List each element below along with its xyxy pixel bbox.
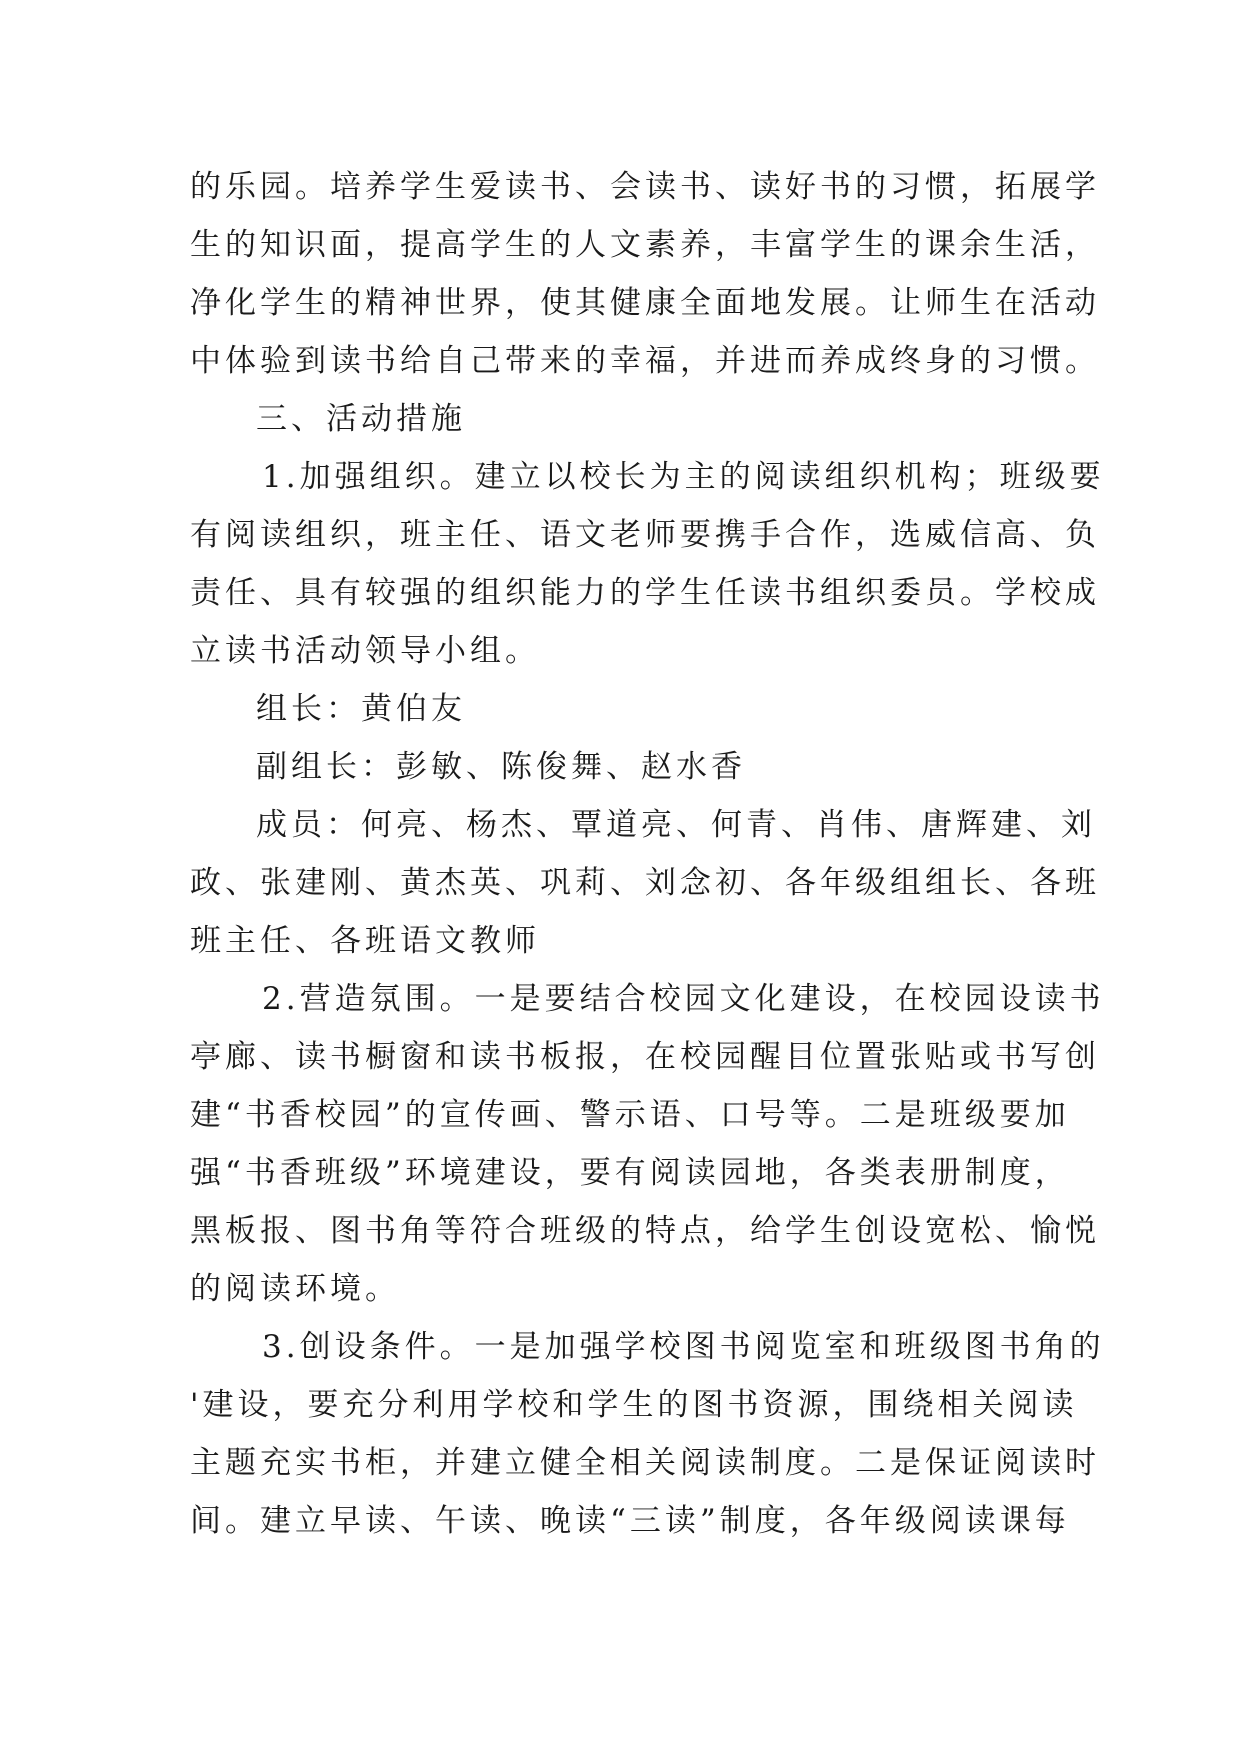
body-text <box>190 158 1105 1550</box>
team-members-line: 成员：何亮、杨杰、覃道亮、何青、肖伟、唐辉建、刘 <box>256 807 1096 843</box>
paragraph-line: '建设，要充分利用学校和学生的图书资源，围绕相关阅读 <box>190 1387 1078 1423</box>
paragraph-line: 2.营造氛围。一是要结合校园文化建设，在校园设读书 <box>262 981 1105 1017</box>
paragraph-line: 1.加强组织。建立以校长为主的阅读组织机构；班级要 <box>262 459 1105 495</box>
section-heading: 三、活动措施 <box>256 401 466 437</box>
paragraph-line: 强“书香班级”环境建设，要有阅读园地，各类表册制度， <box>190 1155 1070 1191</box>
paragraph-line: 的阅读环境。 <box>190 1271 400 1307</box>
paragraph-line: 责任、具有较强的组织能力的学生任读书组织委员。学校成 <box>190 575 1100 611</box>
paragraph-line: 主题充实书柜，并建立健全相关阅读制度。二是保证阅读时 <box>190 1445 1100 1481</box>
paragraph-line: 亭廊、读书橱窗和读书板报，在校园醒目位置张贴或书写创 <box>190 1039 1100 1075</box>
paragraph-line: 黑板报、图书角等符合班级的特点，给学生创设宽松、愉悦 <box>190 1213 1100 1249</box>
paragraph-line: 净化学生的精神世界，使其健康全面地发展。让师生在活动 <box>190 285 1100 321</box>
team-leader-line: 组长：黄伯友 <box>256 691 466 727</box>
paragraph-line: 的乐园。培养学生爱读书、会读书、读好书的习惯，拓展学 <box>190 169 1100 205</box>
paragraph-line: 生的知识面，提高学生的人文素养，丰富学生的课余生活， <box>190 227 1100 263</box>
paragraph-line: 立读书活动领导小组。 <box>190 633 540 669</box>
paragraph-line: 中体验到读书给自己带来的幸福，并进而养成终身的习惯。 <box>190 343 1100 379</box>
paragraph-line: 3.创设条件。一是加强学校图书阅览室和班级图书角的 <box>262 1329 1105 1365</box>
team-deputy-line: 副组长：彭敏、陈俊舞、赵水香 <box>256 749 746 785</box>
paragraph-line: 班主任、各班语文教师 <box>190 923 540 959</box>
paragraph-line: 建“书香校园”的宣传画、警示语、口号等。二是班级要加 <box>190 1097 1070 1133</box>
paragraph-line: 间。建立早读、午读、晚读“三读”制度，各年级阅读课每 <box>190 1503 1070 1539</box>
paragraph-line: 有阅读组织，班主任、语文老师要携手合作，选威信高、负 <box>190 517 1100 553</box>
paragraph-line: 政、张建刚、黄杰英、巩莉、刘念初、各年级组组长、各班 <box>190 865 1100 901</box>
